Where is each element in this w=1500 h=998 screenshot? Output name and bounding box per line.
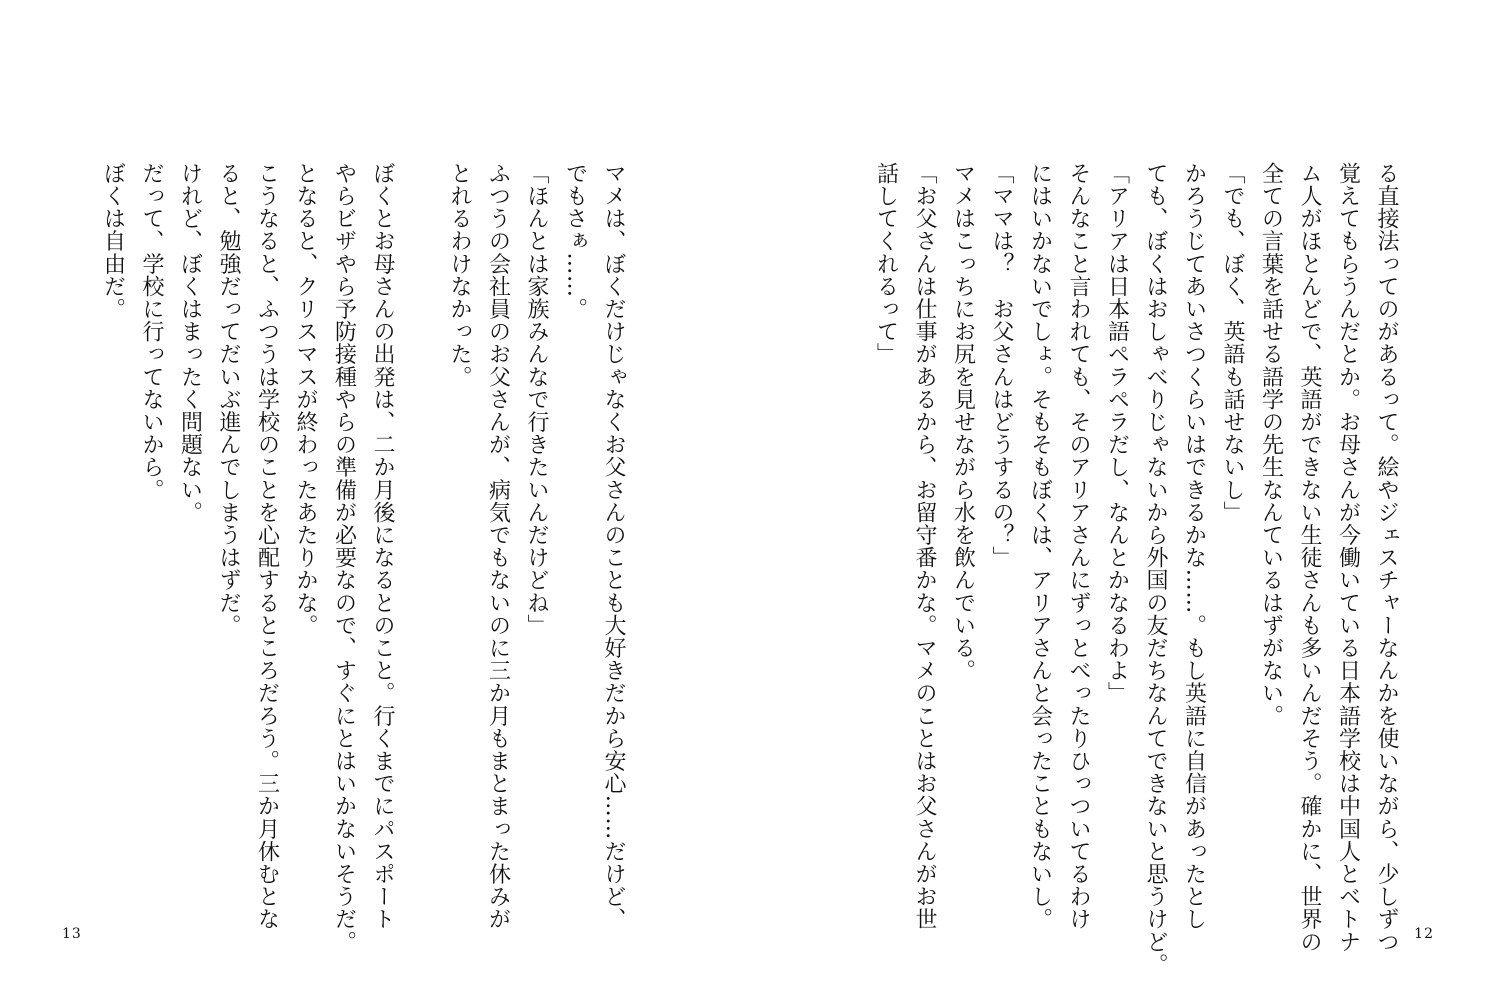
left-page-text	[93, 162, 632, 953]
text-line: 「ママは？ お父さんはどうするの？」	[989, 162, 1014, 569]
text-line: 「アリアは日本語ペラペラだし、なんとかなるわよ」	[1104, 162, 1130, 705]
text-line: かろうじてあいさつくらいはできるかな……。もし英語に自信があったとし	[1181, 162, 1207, 931]
text-line: ると、勉強だってだいぶ進んでしまうはずだ。	[216, 162, 241, 637]
text-line: 「でも、ぼく、英語も話せないし」	[1220, 162, 1245, 524]
text-line: そんなこと言われても、そのアリアさんにずっとべったりひっついてるわけ	[1066, 162, 1091, 931]
text-line: ても、ぼくはおしゃべりじゃないから外国の友だちなんてできないと思うけど。	[1143, 162, 1168, 976]
text-line: やらビザやら予防接種やらの準備が必要なので、すぐにとはいかないそうだ。	[331, 162, 357, 953]
right-page-text	[866, 162, 1405, 976]
text-line: マメはこっちにお尻を見せながら水を飲んでいる。	[950, 162, 976, 682]
text-line: マメは、ぼくだけじゃなくお父さんのことも大好きだから安心……だけど、	[601, 162, 626, 931]
text-line: 「お父さんは仕事があるから、お留守番かな。マメのことはお父さんがお世	[912, 162, 937, 931]
text-line: にはいかないでしょ。そもそもぼくは、アリアさんと会ったこともないし。	[1027, 162, 1053, 931]
page-number: 13	[62, 926, 82, 942]
page-number: 12	[1414, 926, 1434, 942]
text-line: ぼくとお母さんの出発は、二か月後になるとのこと。行くまでにパスポート	[370, 162, 395, 931]
text-line: だって、学校に行ってないから。	[139, 162, 164, 501]
text-line: けれど、ぼくはまったく問題ない。	[177, 162, 203, 524]
text-line: 覚えてもらうんだとか。お母さんが今働いている日本語学校は中国人とベトナ	[1335, 162, 1361, 953]
text-line: ぼくは自由だ。	[100, 162, 126, 321]
text-line: 話してくれるって」	[873, 162, 899, 366]
text-line: こうなると、ふつうは学校のことを心配するところだろう。三か月休むとな	[254, 162, 280, 931]
text-line: とれるわけなかった。	[447, 162, 472, 388]
right-page	[750, 0, 1500, 998]
section-gap	[401, 162, 440, 922]
text-line: となると、クリスマスが終わったあたりかな。	[293, 162, 318, 637]
text-line: ム人がほとんどで、英語ができない生徒さんも多いんだそう。確かに、世界の	[1297, 162, 1322, 953]
text-line: る直接法ってのがあるって。絵やジェスチャーなんかを使いながら、少しずつ	[1374, 162, 1399, 953]
text-line: でもさぁ……。	[562, 162, 588, 321]
text-line: 「ほんとは家族みんなで行きたいんだけどね」	[524, 162, 549, 637]
text-line: ふつうの会社員のお父さんが、病気でもないのに三か月もまとまった休みが	[485, 162, 511, 931]
text-line: 全ての言葉を話せる語学の先生なんているはずがない。	[1258, 162, 1284, 727]
